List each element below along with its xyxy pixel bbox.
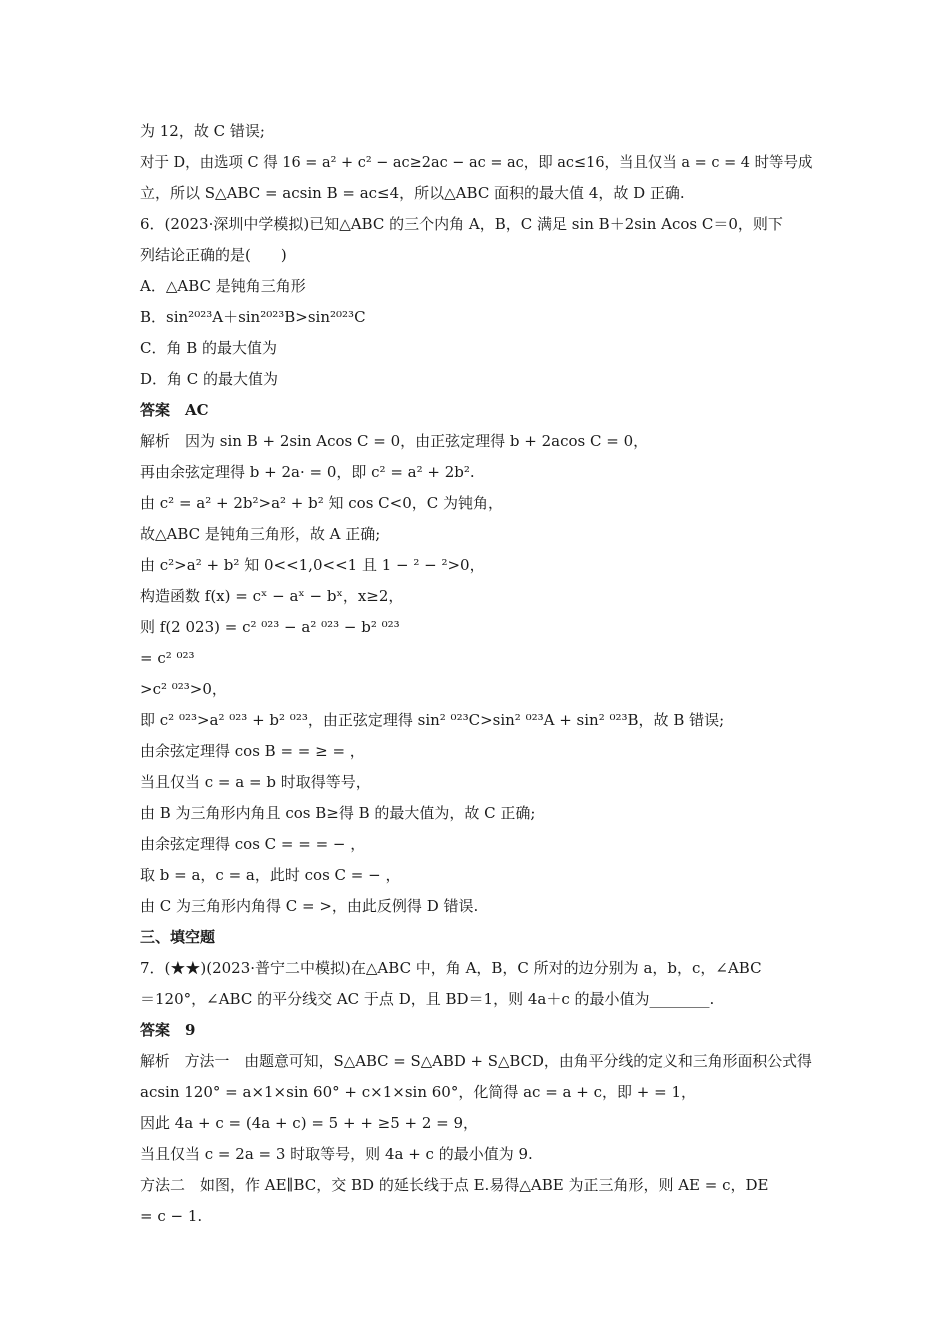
analysis-6: 解析 因为 sin B + 2sin Acos C = 0，由正弦定理得 b + 2acos C = 0， — [140, 432, 649, 450]
text-line: 由 C 为三角形内角得 C = >，由此反例得 D 错误. — [140, 897, 479, 915]
option-c: C．角 B 的最大值为 — [140, 339, 278, 357]
text-line: 由 c²>a² + b² 知 0<<1,0<<1 且 1 − ² − ²>0， — [140, 556, 485, 574]
text-line: 因此 4a + c = (4a + c) = 5 + + ≥5 + 2 = 9， — [140, 1114, 479, 1132]
section-heading: 三、填空题 — [140, 928, 216, 946]
option-b: B．sin²⁰²³A＋sin²⁰²³B>sin²⁰²³C — [140, 308, 366, 326]
answer-6: 答案 AC — [140, 401, 209, 419]
text-line: 构造函数 f(x) = cˣ − aˣ − bˣ，x≥2， — [140, 587, 404, 605]
text-line: 对于 D，由选项 C 得 16 = a² + c² − ac≥2ac − ac = ac，即 ac≤16，当且仅当 a = c = 4 时等号成 — [140, 153, 813, 171]
text-line: 则 f(2 023) = c² ⁰²³ − a² ⁰²³ − b² ⁰²³ — [140, 618, 400, 636]
text-line: >c² ⁰²³>0， — [140, 680, 227, 698]
option-d: D．角 C 的最大值为 — [140, 370, 279, 388]
text-line: 当且仅当 c = 2a = 3 时取等号，则 4a + c 的最小值为 9. — [140, 1145, 533, 1163]
text-line: 故△ABC 是钝角三角形，故 A 正确; — [140, 525, 381, 543]
answer-7: 答案 9 — [140, 1021, 196, 1039]
question-6-stem: 6．(2023·深圳中学模拟)已知△ABC 的三个内角 A，B，C 满足 sin B＋2sin Acos C＝0，则下 — [140, 215, 783, 233]
text-line: 再由余弦定理得 b + 2a· = 0，即 c² = a² + 2b². — [140, 463, 475, 481]
text-line: = c² ⁰²³ — [140, 649, 195, 667]
question-6-stem-cont: 列结论正确的是( ) — [140, 246, 287, 264]
text-line: 由 B 为三角形内角且 cos B≥得 B 的最大值为，故 C 正确; — [140, 804, 536, 822]
text-line: 由余弦定理得 cos B = = ≥ = ， — [140, 742, 365, 760]
option-a: A．△ABC 是钝角三角形 — [140, 277, 306, 295]
question-7-stem: 7．(★★)(2023·普宁二中模拟)在△ABC 中，角 A，B，C 所对的边分别为 a，b，c，∠ABC — [140, 959, 762, 977]
question-7-stem-cont: ＝120°，∠ABC 的平分线交 AC 于点 D，且 BD＝1，则 4a＋c 的最小值为________. — [140, 990, 715, 1008]
analysis-7: 解析 方法一 由题意可知，S△ABC = S△ABD + S△BCD，由角平分线的定义和三角形面积公式得 — [140, 1052, 812, 1070]
text-line: 立，所以 S△ABC = acsin B = ac≤4，所以△ABC 面积的最大值 4，故 D 正确. — [140, 184, 685, 202]
text-line: = c − 1. — [140, 1207, 203, 1225]
text-line: 由余弦定理得 cos C = = = − ， — [140, 835, 366, 853]
text-line: 即 c² ⁰²³>a² ⁰²³ + b² ⁰²³，由正弦定理得 sin² ⁰²³C>sin² ⁰²³A + sin² ⁰²³B，故 B 错误; — [140, 711, 725, 729]
text-line: 取 b = a，c = a，此时 cos C = − ， — [140, 866, 401, 884]
text-line: acsin 120° = a×1×sin 60° + c×1×sin 60°，化简得 ac = a + c，即 + = 1， — [140, 1083, 696, 1101]
method-2: 方法二 如图，作 AE∥BC，交 BD 的延长线于点 E.易得△ABE 为正三角形，则 AE = c，DE — [140, 1176, 769, 1194]
text-line: 当且仅当 c = a = b 时取得等号， — [140, 773, 371, 791]
text-line: 由 c² = a² + 2b²>a² + b² 知 cos C<0，C 为钝角， — [140, 494, 504, 512]
text-line: 为 12，故 C 错误; — [140, 122, 265, 140]
